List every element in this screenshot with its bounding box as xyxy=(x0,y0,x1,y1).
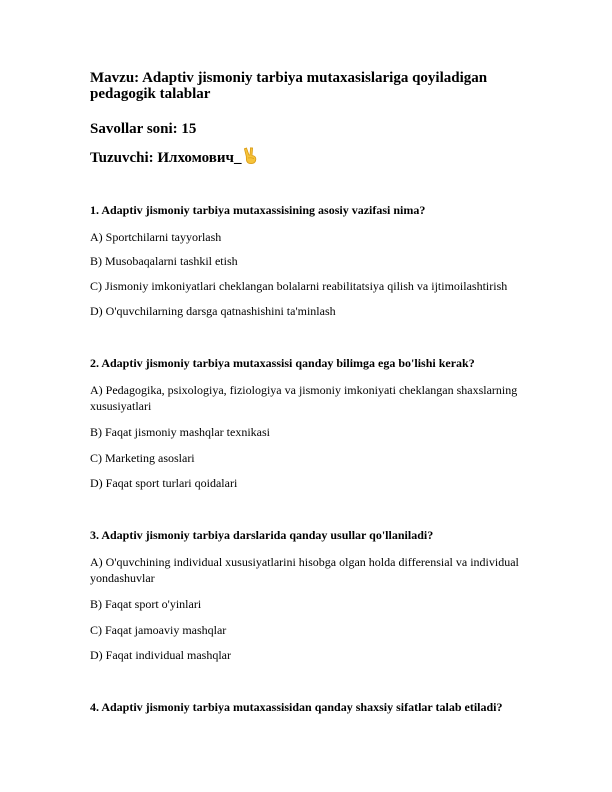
answer-option: D) Faqat individual mashqlar xyxy=(90,648,231,662)
author-line xyxy=(90,147,258,168)
question-title: 3. Adaptiv jismoniy tarbiya darslarida qanday usullar qo'llaniladi? xyxy=(90,528,434,542)
answer-option: A) O'quvchining individual xususiyatlarini hisobga olgan holda differensial va individual yondashuvlar xyxy=(90,555,519,585)
answer-option: C) Faqat jamoaviy mashqlar xyxy=(90,623,227,637)
topic-heading xyxy=(90,70,510,102)
question-title: 2. Adaptiv jismoniy tarbiya mutaxassisi qanday bilimga ega bo'lishi kerak? xyxy=(90,356,475,370)
answer-option: A) Sportchilarni tayyorlash xyxy=(90,230,222,244)
answer-option: B) Musobaqalarni tashkil etish xyxy=(90,254,238,268)
author-name: Tuzuvchi: Илхомович_ xyxy=(90,150,242,166)
answer-option: C) Marketing asoslari xyxy=(90,451,195,465)
topic-line-1: Mavzu: Adaptiv jismoniy tarbiya mutaxasislariga qoyiladigan xyxy=(90,70,488,86)
answer-option: C) Jismoniy imkoniyatlari cheklangan bolalarni reabilitatsiya qilish va ijtimoilashtirish xyxy=(90,279,508,293)
answer-option: B) Faqat sport o'yinlari xyxy=(90,597,202,611)
answer-option: D) O'quvchilarning darsga qatnashishini ta'minlash xyxy=(90,304,336,318)
question-count: Savollar soni: 15 xyxy=(90,121,197,137)
victory-hand-icon xyxy=(243,147,258,164)
question-title: 1. Adaptiv jismoniy tarbiya mutaxassisining asosiy vazifasi nima? xyxy=(90,203,426,217)
answer-option: B) Faqat jismoniy mashqlar texnikasi xyxy=(90,425,270,439)
answer-option: A) Pedagogika, psixologiya, fiziologiya va jismoniy imkoniyati cheklangan shaxslarning xususiyatlari xyxy=(90,383,518,413)
answer-option: D) Faqat sport turlari qoidalari xyxy=(90,476,238,490)
topic-line-2: pedagogik talablar xyxy=(90,86,211,102)
question-title: 4. Adaptiv jismoniy tarbiya mutaxassisidan qanday shaxsiy sifatlar talab etiladi? xyxy=(90,700,503,714)
